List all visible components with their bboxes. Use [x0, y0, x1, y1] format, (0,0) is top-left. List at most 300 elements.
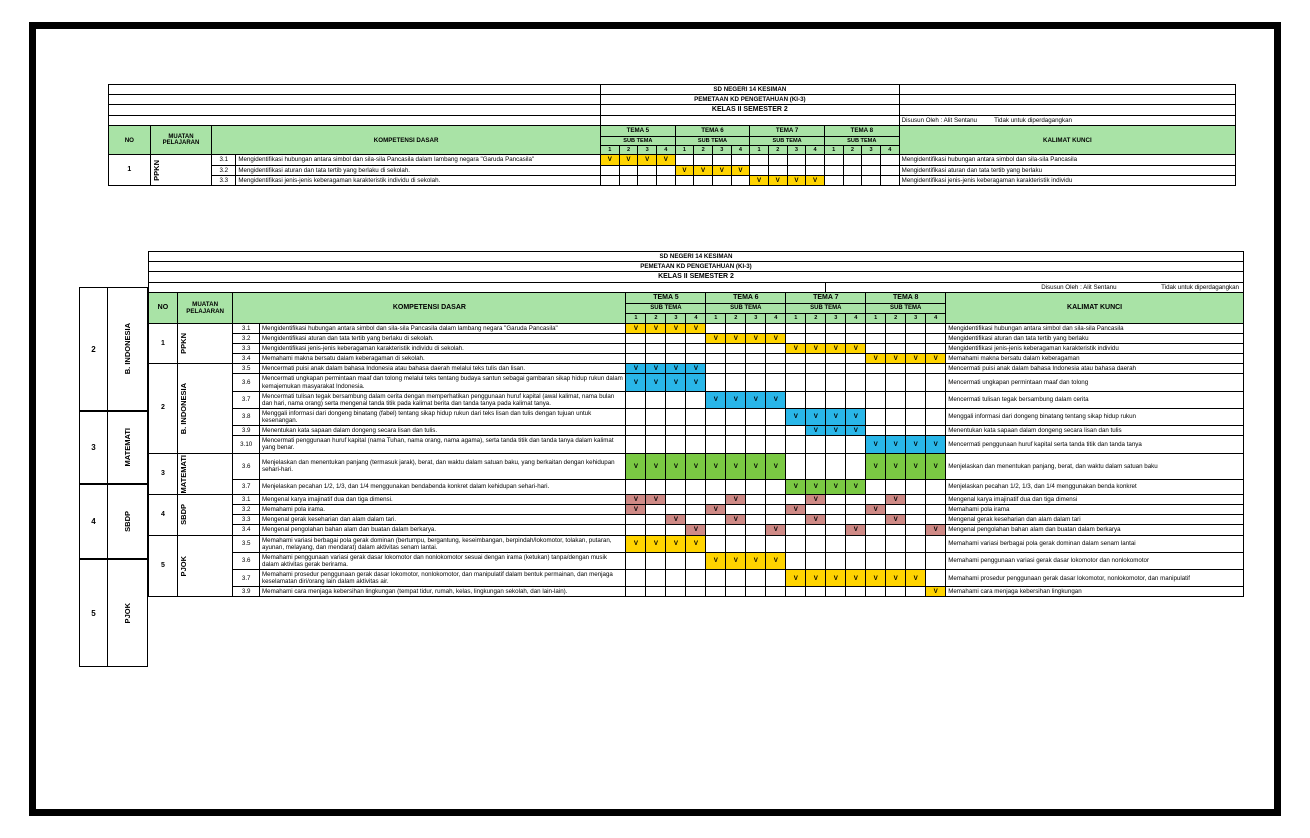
bg-mark-cell[interactable]: V [712, 165, 731, 175]
mark-cell-t8-st3[interactable] [906, 374, 926, 391]
bg-mark-cell[interactable]: V [731, 165, 750, 175]
mark-cell-t6-st2[interactable] [726, 570, 746, 587]
mark-cell-t6-st3[interactable] [746, 495, 766, 505]
mark-cell-t6-st1[interactable] [706, 354, 726, 364]
mark-cell-t7-st4[interactable]: V [846, 344, 866, 354]
mark-cell-t7-st2[interactable] [806, 364, 826, 374]
mark-cell-t7-st3[interactable]: V [826, 344, 846, 354]
mark-cell-t6-st1[interactable]: V [706, 453, 726, 479]
mark-cell-t8-st1[interactable] [866, 408, 886, 425]
bg-mark-cell[interactable] [750, 165, 769, 175]
mark-cell-t8-st1[interactable] [866, 374, 886, 391]
mark-cell-t7-st4[interactable]: V [846, 426, 866, 436]
mark-cell-t7-st2[interactable] [806, 391, 826, 408]
mark-cell-t6-st3[interactable] [746, 570, 766, 587]
mark-cell-t7-st3[interactable] [826, 552, 846, 569]
mark-cell-t7-st2[interactable]: V [806, 479, 826, 494]
mark-cell-t5-st3[interactable] [666, 570, 686, 587]
mark-cell-t8-st2[interactable] [886, 479, 906, 494]
mark-cell-t8-st3[interactable]: V [906, 436, 926, 453]
mark-cell-t5-st1[interactable]: V [626, 535, 646, 552]
mark-cell-t7-st2[interactable] [806, 333, 826, 343]
mark-cell-t5-st2[interactable]: V [646, 453, 666, 479]
mark-cell-t5-st2[interactable]: V [646, 364, 666, 374]
mark-cell-t5-st4[interactable] [686, 426, 706, 436]
mark-cell-t5-st3[interactable] [666, 426, 686, 436]
mark-cell-t8-st2[interactable] [886, 426, 906, 436]
mark-cell-t6-st1[interactable] [706, 525, 726, 535]
mark-cell-t7-st4[interactable] [846, 495, 866, 505]
mark-cell-t7-st3[interactable] [826, 333, 846, 343]
mark-cell-t7-st4[interactable] [846, 323, 866, 333]
mark-cell-t8-st2[interactable]: V [886, 453, 906, 479]
bg-mark-cell[interactable]: V [768, 175, 787, 185]
bg-mark-cell[interactable] [638, 165, 657, 175]
mark-cell-t6-st3[interactable] [746, 364, 766, 374]
bg-mark-cell[interactable] [656, 165, 675, 175]
mark-cell-t6-st4[interactable] [766, 479, 786, 494]
bg-mark-cell[interactable]: V [675, 165, 694, 175]
mark-cell-t7-st2[interactable]: V [806, 515, 826, 525]
mark-cell-t7-st2[interactable]: V [806, 426, 826, 436]
mark-cell-t7-st2[interactable] [806, 587, 826, 597]
bg-mark-cell[interactable]: V [694, 165, 713, 175]
bg-mark-cell[interactable]: V [638, 155, 657, 165]
mark-cell-t5-st4[interactable] [686, 354, 706, 364]
mark-cell-t8-st1[interactable] [866, 391, 886, 408]
mark-cell-t6-st2[interactable] [726, 364, 746, 374]
bg-mark-cell[interactable] [619, 175, 638, 185]
mark-cell-t6-st2[interactable] [726, 426, 746, 436]
mark-cell-t6-st2[interactable]: V [726, 515, 746, 525]
mark-cell-t5-st3[interactable] [666, 552, 686, 569]
mark-cell-t7-st3[interactable]: V [826, 479, 846, 494]
mark-cell-t5-st2[interactable] [646, 505, 666, 515]
mark-cell-t8-st1[interactable] [866, 426, 886, 436]
mark-cell-t7-st1[interactable] [786, 453, 806, 479]
mark-cell-t8-st4[interactable]: V [926, 587, 946, 597]
mark-cell-t5-st4[interactable] [686, 552, 706, 569]
mark-cell-t7-st3[interactable] [826, 505, 846, 515]
mark-cell-t5-st1[interactable] [626, 333, 646, 343]
mark-cell-t8-st2[interactable] [886, 323, 906, 333]
mark-cell-t5-st1[interactable]: V [626, 495, 646, 505]
mark-cell-t7-st4[interactable] [846, 436, 866, 453]
bg-mark-cell[interactable] [712, 175, 731, 185]
mark-cell-t5-st2[interactable] [646, 426, 666, 436]
mark-cell-t5-st3[interactable] [666, 505, 686, 515]
mark-cell-t6-st3[interactable] [746, 587, 766, 597]
mark-cell-t5-st3[interactable] [666, 436, 686, 453]
mark-cell-t8-st2[interactable]: V [886, 515, 906, 525]
mark-cell-t8-st1[interactable] [866, 552, 886, 569]
mark-cell-t8-st1[interactable] [866, 515, 886, 525]
mark-cell-t8-st3[interactable] [906, 344, 926, 354]
mark-cell-t6-st3[interactable] [746, 535, 766, 552]
mark-cell-t8-st1[interactable] [866, 535, 886, 552]
mark-cell-t6-st3[interactable] [746, 479, 766, 494]
mark-cell-t6-st4[interactable] [766, 495, 786, 505]
mark-cell-t6-st1[interactable] [706, 495, 726, 505]
mark-cell-t5-st4[interactable]: V [686, 525, 706, 535]
mark-cell-t7-st1[interactable] [786, 391, 806, 408]
mark-cell-t8-st1[interactable]: V [866, 354, 886, 364]
mark-cell-t8-st3[interactable] [906, 587, 926, 597]
mark-cell-t5-st3[interactable]: V [666, 364, 686, 374]
mark-cell-t5-st4[interactable] [686, 495, 706, 505]
mark-cell-t6-st3[interactable] [746, 408, 766, 425]
mark-cell-t7-st4[interactable] [846, 333, 866, 343]
mark-cell-t7-st4[interactable]: V [846, 570, 866, 587]
bg-mark-cell[interactable] [862, 175, 881, 185]
mark-cell-t5-st1[interactable]: V [626, 453, 646, 479]
mark-cell-t6-st1[interactable]: V [706, 391, 726, 408]
mark-cell-t5-st1[interactable] [626, 525, 646, 535]
mark-cell-t5-st1[interactable] [626, 479, 646, 494]
mark-cell-t7-st4[interactable] [846, 535, 866, 552]
mark-cell-t6-st4[interactable] [766, 344, 786, 354]
mark-cell-t6-st3[interactable] [746, 525, 766, 535]
mark-cell-t6-st4[interactable] [766, 436, 786, 453]
mark-cell-t5-st4[interactable] [686, 515, 706, 525]
mark-cell-t8-st4[interactable] [926, 535, 946, 552]
mark-cell-t7-st1[interactable]: V [786, 408, 806, 425]
mark-cell-t8-st2[interactable] [886, 525, 906, 535]
mark-cell-t6-st2[interactable]: V [726, 453, 746, 479]
mark-cell-t7-st3[interactable] [826, 374, 846, 391]
mark-cell-t8-st3[interactable]: V [906, 453, 926, 479]
mark-cell-t6-st1[interactable] [706, 515, 726, 525]
mark-cell-t6-st1[interactable] [706, 535, 726, 552]
mark-cell-t8-st3[interactable]: V [906, 354, 926, 364]
mark-cell-t7-st1[interactable]: V [786, 344, 806, 354]
mark-cell-t7-st4[interactable] [846, 453, 866, 479]
bg-mark-cell[interactable]: V [656, 155, 675, 165]
mark-cell-t7-st2[interactable] [806, 535, 826, 552]
mark-cell-t7-st3[interactable]: V [826, 426, 846, 436]
mark-cell-t8-st1[interactable] [866, 344, 886, 354]
bg-mark-cell[interactable]: V [787, 175, 806, 185]
bg-mark-cell[interactable] [843, 155, 862, 165]
mark-cell-t7-st4[interactable]: V [846, 479, 866, 494]
mark-cell-t7-st1[interactable]: V [786, 570, 806, 587]
mark-cell-t7-st4[interactable] [846, 515, 866, 525]
mark-cell-t8-st2[interactable] [886, 391, 906, 408]
mark-cell-t8-st4[interactable] [926, 495, 946, 505]
mark-cell-t5-st3[interactable] [666, 479, 686, 494]
mark-cell-t6-st2[interactable] [726, 408, 746, 425]
bg-mark-cell[interactable] [731, 175, 750, 185]
mark-cell-t5-st2[interactable] [646, 344, 666, 354]
mark-cell-t7-st3[interactable] [826, 323, 846, 333]
mark-cell-t8-st2[interactable]: V [886, 495, 906, 505]
bg-mark-cell[interactable]: V [750, 175, 769, 185]
mark-cell-t6-st3[interactable] [746, 426, 766, 436]
mark-cell-t6-st4[interactable] [766, 323, 786, 333]
mark-cell-t7-st2[interactable] [806, 453, 826, 479]
mark-cell-t5-st3[interactable] [666, 408, 686, 425]
mark-cell-t6-st4[interactable] [766, 570, 786, 587]
mark-cell-t6-st4[interactable]: V [766, 391, 786, 408]
mark-cell-t8-st1[interactable]: V [866, 570, 886, 587]
mark-cell-t8-st1[interactable] [866, 495, 886, 505]
mark-cell-t5-st3[interactable] [666, 495, 686, 505]
bg-mark-cell[interactable] [880, 165, 899, 175]
mark-cell-t7-st2[interactable] [806, 354, 826, 364]
mark-cell-t6-st3[interactable] [746, 354, 766, 364]
mark-cell-t7-st3[interactable]: V [826, 570, 846, 587]
mark-cell-t6-st2[interactable] [726, 479, 746, 494]
mark-cell-t7-st3[interactable] [826, 354, 846, 364]
mark-cell-t8-st3[interactable] [906, 552, 926, 569]
mark-cell-t7-st4[interactable] [846, 374, 866, 391]
mark-cell-t5-st1[interactable]: V [626, 323, 646, 333]
mark-cell-t8-st4[interactable] [926, 479, 946, 494]
mark-cell-t6-st4[interactable] [766, 515, 786, 525]
mark-cell-t7-st4[interactable] [846, 587, 866, 597]
mark-cell-t8-st3[interactable] [906, 479, 926, 494]
mark-cell-t5-st2[interactable]: V [646, 535, 666, 552]
mark-cell-t5-st2[interactable] [646, 391, 666, 408]
mark-cell-t8-st3[interactable] [906, 515, 926, 525]
mark-cell-t6-st3[interactable]: V [746, 333, 766, 343]
mark-cell-t7-st3[interactable]: V [826, 408, 846, 425]
mark-cell-t6-st2[interactable] [726, 525, 746, 535]
mark-cell-t8-st2[interactable] [886, 408, 906, 425]
bg-mark-cell[interactable] [731, 155, 750, 165]
mark-cell-t7-st3[interactable] [826, 364, 846, 374]
bg-mark-cell[interactable] [712, 155, 731, 165]
mark-cell-t7-st1[interactable] [786, 364, 806, 374]
bg-mark-cell[interactable] [862, 155, 881, 165]
mark-cell-t8-st2[interactable]: V [886, 570, 906, 587]
mark-cell-t7-st2[interactable] [806, 505, 826, 515]
bg-mark-cell[interactable] [619, 165, 638, 175]
mark-cell-t5-st2[interactable] [646, 587, 666, 597]
bg-mark-cell[interactable] [806, 155, 825, 165]
bg-mark-cell[interactable] [843, 165, 862, 175]
bg-mark-cell[interactable] [880, 175, 899, 185]
mark-cell-t5-st3[interactable] [666, 391, 686, 408]
mark-cell-t7-st1[interactable] [786, 436, 806, 453]
mark-cell-t6-st1[interactable] [706, 426, 726, 436]
mark-cell-t8-st1[interactable]: V [866, 453, 886, 479]
mark-cell-t5-st1[interactable] [626, 426, 646, 436]
mark-cell-t5-st1[interactable] [626, 570, 646, 587]
mark-cell-t5-st2[interactable]: V [646, 495, 666, 505]
mark-cell-t5-st4[interactable] [686, 479, 706, 494]
mark-cell-t5-st3[interactable] [666, 525, 686, 535]
mark-cell-t8-st4[interactable]: V [926, 354, 946, 364]
mark-cell-t6-st2[interactable] [726, 374, 746, 391]
mark-cell-t6-st4[interactable] [766, 408, 786, 425]
mark-cell-t5-st4[interactable] [686, 333, 706, 343]
mark-cell-t7-st2[interactable]: V [806, 344, 826, 354]
mark-cell-t7-st4[interactable] [846, 552, 866, 569]
mark-cell-t6-st1[interactable]: V [706, 552, 726, 569]
mark-cell-t7-st3[interactable] [826, 391, 846, 408]
mark-cell-t7-st3[interactable] [826, 515, 846, 525]
mark-cell-t7-st1[interactable] [786, 587, 806, 597]
mark-cell-t8-st3[interactable] [906, 323, 926, 333]
mark-cell-t7-st3[interactable] [826, 495, 846, 505]
mark-cell-t8-st4[interactable]: V [926, 525, 946, 535]
mark-cell-t5-st3[interactable] [666, 344, 686, 354]
mark-cell-t5-st1[interactable] [626, 587, 646, 597]
mark-cell-t8-st4[interactable] [926, 323, 946, 333]
mark-cell-t8-st4[interactable] [926, 374, 946, 391]
mark-cell-t8-st4[interactable] [926, 515, 946, 525]
mark-cell-t7-st3[interactable] [826, 453, 846, 479]
mark-cell-t6-st3[interactable]: V [746, 552, 766, 569]
mark-cell-t7-st3[interactable] [826, 535, 846, 552]
mark-cell-t5-st4[interactable] [686, 344, 706, 354]
mark-cell-t7-st1[interactable] [786, 495, 806, 505]
mark-cell-t6-st1[interactable] [706, 364, 726, 374]
mark-cell-t6-st3[interactable] [746, 323, 766, 333]
mark-cell-t5-st4[interactable]: V [686, 453, 706, 479]
mark-cell-t6-st1[interactable] [706, 479, 726, 494]
mark-cell-t7-st3[interactable] [826, 436, 846, 453]
bg-mark-cell[interactable] [675, 175, 694, 185]
mark-cell-t8-st4[interactable] [926, 408, 946, 425]
mark-cell-t5-st3[interactable]: V [666, 453, 686, 479]
mark-cell-t8-st1[interactable] [866, 323, 886, 333]
mark-cell-t5-st1[interactable] [626, 515, 646, 525]
mark-cell-t5-st2[interactable] [646, 479, 666, 494]
mark-cell-t5-st3[interactable]: V [666, 535, 686, 552]
mark-cell-t8-st1[interactable] [866, 587, 886, 597]
mark-cell-t7-st4[interactable] [846, 364, 866, 374]
mark-cell-t8-st2[interactable] [886, 552, 906, 569]
mark-cell-t6-st4[interactable]: V [766, 552, 786, 569]
mark-cell-t8-st4[interactable] [926, 426, 946, 436]
bg-mark-cell[interactable] [768, 165, 787, 175]
mark-cell-t6-st4[interactable] [766, 505, 786, 515]
mark-cell-t5-st2[interactable] [646, 354, 666, 364]
mark-cell-t8-st3[interactable] [906, 535, 926, 552]
mark-cell-t5-st4[interactable] [686, 391, 706, 408]
mark-cell-t5-st1[interactable] [626, 552, 646, 569]
mark-cell-t8-st4[interactable] [926, 391, 946, 408]
mark-cell-t8-st4[interactable] [926, 333, 946, 343]
bg-mark-cell[interactable] [656, 175, 675, 185]
mark-cell-t8-st4[interactable]: V [926, 436, 946, 453]
mark-cell-t6-st4[interactable] [766, 426, 786, 436]
mark-cell-t7-st4[interactable] [846, 354, 866, 364]
mark-cell-t6-st2[interactable] [726, 354, 746, 364]
mark-cell-t6-st3[interactable]: V [746, 391, 766, 408]
bg-mark-cell[interactable] [768, 155, 787, 165]
bg-mark-cell[interactable] [638, 175, 657, 185]
mark-cell-t6-st4[interactable] [766, 374, 786, 391]
mark-cell-t5-st2[interactable] [646, 408, 666, 425]
mark-cell-t7-st2[interactable] [806, 552, 826, 569]
mark-cell-t6-st1[interactable] [706, 587, 726, 597]
mark-cell-t5-st1[interactable] [626, 436, 646, 453]
mark-cell-t5-st4[interactable] [686, 436, 706, 453]
bg-mark-cell[interactable]: V [601, 155, 620, 165]
mark-cell-t8-st1[interactable]: V [866, 436, 886, 453]
mark-cell-t5-st3[interactable] [666, 333, 686, 343]
mark-cell-t8-st2[interactable] [886, 587, 906, 597]
mark-cell-t6-st4[interactable] [766, 364, 786, 374]
mark-cell-t5-st4[interactable]: V [686, 535, 706, 552]
mark-cell-t6-st2[interactable] [726, 323, 746, 333]
mark-cell-t6-st2[interactable] [726, 587, 746, 597]
mark-cell-t8-st2[interactable] [886, 364, 906, 374]
mark-cell-t6-st4[interactable]: V [766, 453, 786, 479]
mark-cell-t7-st1[interactable] [786, 426, 806, 436]
mark-cell-t8-st2[interactable] [886, 333, 906, 343]
mark-cell-t8-st3[interactable] [906, 333, 926, 343]
mark-cell-t5-st3[interactable] [666, 354, 686, 364]
mark-cell-t5-st1[interactable]: V [626, 374, 646, 391]
bg-mark-cell[interactable] [787, 155, 806, 165]
mark-cell-t6-st3[interactable] [746, 344, 766, 354]
bg-mark-cell[interactable] [806, 165, 825, 175]
mark-cell-t5-st1[interactable] [626, 391, 646, 408]
mark-cell-t6-st3[interactable] [746, 374, 766, 391]
mark-cell-t6-st3[interactable] [746, 515, 766, 525]
mark-cell-t5-st1[interactable]: V [626, 505, 646, 515]
mark-cell-t7-st2[interactable] [806, 323, 826, 333]
mark-cell-t6-st1[interactable] [706, 408, 726, 425]
mark-cell-t5-st3[interactable]: V [666, 323, 686, 333]
bg-mark-cell[interactable] [601, 175, 620, 185]
mark-cell-t8-st1[interactable]: V [866, 505, 886, 515]
mark-cell-t6-st4[interactable] [766, 535, 786, 552]
mark-cell-t5-st1[interactable] [626, 344, 646, 354]
mark-cell-t7-st4[interactable] [846, 505, 866, 515]
mark-cell-t5-st2[interactable] [646, 525, 666, 535]
mark-cell-t6-st4[interactable]: V [766, 333, 786, 343]
mark-cell-t6-st3[interactable] [746, 436, 766, 453]
bg-mark-cell[interactable] [787, 165, 806, 175]
mark-cell-t5-st4[interactable] [686, 587, 706, 597]
mark-cell-t8-st1[interactable] [866, 525, 886, 535]
mark-cell-t6-st3[interactable]: V [746, 453, 766, 479]
bg-mark-cell[interactable] [675, 155, 694, 165]
mark-cell-t6-st2[interactable]: V [726, 495, 746, 505]
mark-cell-t7-st1[interactable] [786, 354, 806, 364]
mark-cell-t7-st2[interactable]: V [806, 570, 826, 587]
mark-cell-t8-st4[interactable] [926, 364, 946, 374]
mark-cell-t7-st1[interactable] [786, 323, 806, 333]
bg-mark-cell[interactable] [824, 155, 843, 165]
mark-cell-t7-st4[interactable] [846, 391, 866, 408]
mark-cell-t7-st4[interactable]: V [846, 525, 866, 535]
mark-cell-t8-st3[interactable] [906, 408, 926, 425]
mark-cell-t7-st1[interactable]: V [786, 479, 806, 494]
mark-cell-t5-st3[interactable]: V [666, 515, 686, 525]
bg-mark-cell[interactable] [862, 165, 881, 175]
bg-mark-cell[interactable] [601, 165, 620, 175]
mark-cell-t8-st2[interactable] [886, 344, 906, 354]
mark-cell-t7-st3[interactable] [826, 587, 846, 597]
mark-cell-t5-st3[interactable] [666, 587, 686, 597]
mark-cell-t6-st1[interactable] [706, 374, 726, 391]
mark-cell-t6-st2[interactable]: V [726, 552, 746, 569]
mark-cell-t6-st2[interactable] [726, 436, 746, 453]
mark-cell-t7-st1[interactable]: V [786, 505, 806, 515]
mark-cell-t5-st1[interactable] [626, 354, 646, 364]
mark-cell-t6-st1[interactable] [706, 436, 726, 453]
mark-cell-t8-st3[interactable] [906, 495, 926, 505]
mark-cell-t6-st2[interactable] [726, 535, 746, 552]
bg-mark-cell[interactable] [824, 165, 843, 175]
mark-cell-t8-st3[interactable] [906, 505, 926, 515]
